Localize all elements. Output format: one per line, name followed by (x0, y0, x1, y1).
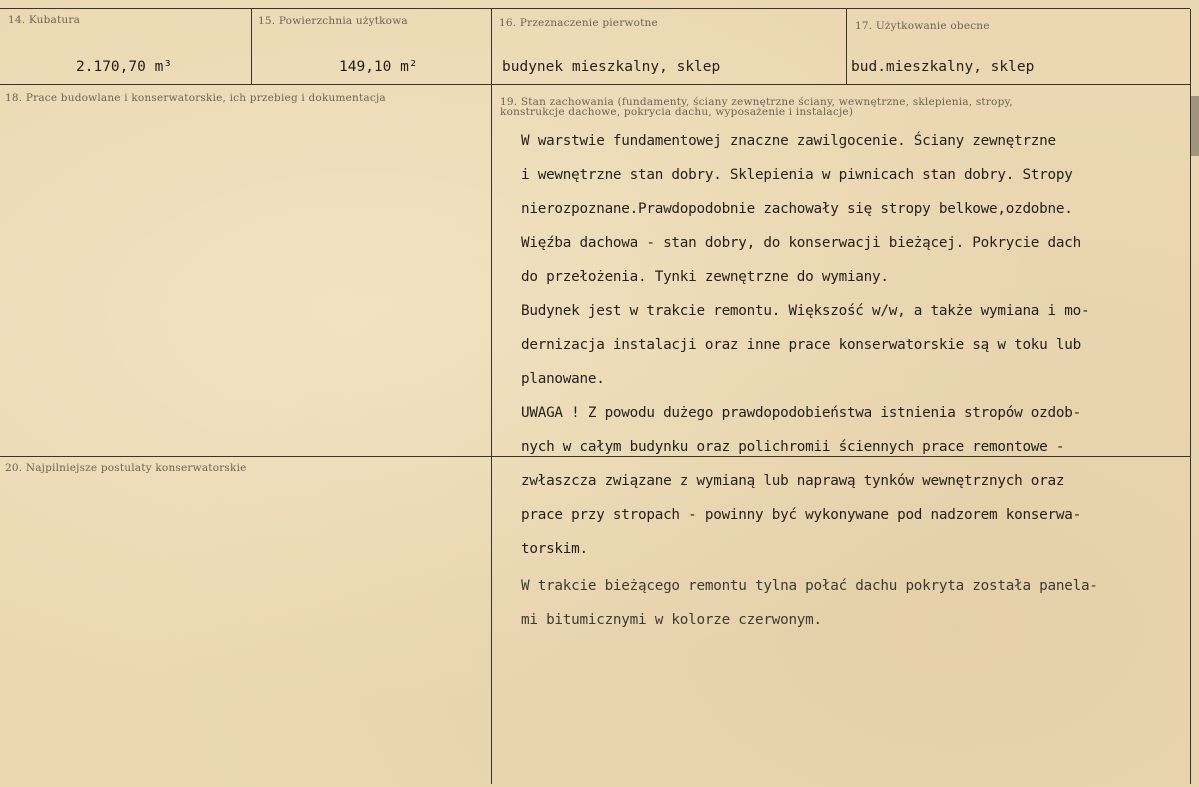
uzytkowanie-label: 17. Użytkowanie obecne (855, 20, 990, 32)
kubatura-value: 2.170,70 m³ (76, 59, 173, 75)
condition-text-line: do przełożenia. Tynki zewnętrzne do wymiany. (521, 269, 889, 285)
condition-text-line: mi bitumicznymi w kolorze czerwonym. (521, 612, 822, 628)
uzytkowanie-value: bud.mieszkalny, sklep (851, 59, 1035, 75)
condition-text-line: planowane. (521, 371, 605, 387)
column-divider-3 (846, 9, 847, 84)
stan-zachowania-label-line1: 19. Stan zachowania (fundamenty, ściany zewnętrzne ściany, wewnętrzne, sklepienia, stropy, (500, 96, 1013, 108)
condition-text-line: UWAGA ! Z powodu dużego prawdopodobieństwa istnienia stropów ozdob- (521, 405, 1081, 421)
condition-text-line: W warstwie fundamentowej znaczne zawilgocenie. Ściany zewnętrzne (521, 133, 1056, 149)
condition-text-line: i wewnętrzne stan dobry. Sklepienia w piwnicach stan dobry. Stropy (521, 167, 1073, 183)
postulaty-label: 20. Najpilniejsze postulaty konserwatorskie (5, 462, 247, 474)
condition-text-line: zwłaszcza związane z wymianą lub naprawą tynków wewnętrznych oraz (521, 473, 1065, 489)
prace-budowlane-label: 18. Prace budowlane i konserwatorskie, ich przebieg i dokumentacja (5, 92, 386, 104)
top-border-rule (0, 8, 1190, 9)
card-edge-mark (1191, 96, 1199, 156)
column-divider-2 (491, 9, 492, 784)
stan-zachowania-label-line2: konstrukcje dachowe, pokrycia dachu, wyposażenie i instalacje) (500, 106, 854, 118)
condition-text-line: nych w całym budynku oraz polichromii ściennych prace remontowe - (521, 439, 1065, 455)
przeznaczenie-value: budynek mieszkalny, sklep (502, 59, 721, 75)
kubatura-label: 14. Kubatura (8, 14, 81, 26)
powierzchnia-value: 149,10 m² (339, 59, 418, 75)
condition-text-line: W trakcie bieżącego remontu tylna połać dachu pokryta została panela- (521, 578, 1098, 594)
column-divider-1 (251, 9, 252, 84)
condition-text-line: dernizacja instalacji oraz inne prace konserwatorskie są w toku lub (521, 337, 1081, 353)
row18-bottom-rule (0, 456, 1190, 457)
condition-text-line: prace przy stropach - powinny być wykonywane pod nadzorem konserwa- (521, 507, 1081, 523)
condition-text-line: torskim. (521, 541, 588, 557)
powierzchnia-label: 15. Powierzchnia użytkowa (258, 15, 408, 27)
condition-text-line: Budynek jest w trakcie remontu. Większość w/w, a także wymiana i mo- (521, 303, 1090, 319)
condition-text-line: Więźba dachowa - stan dobry, do konserwacji bieżącej. Pokrycie dach (521, 235, 1081, 251)
row1-bottom-rule (0, 84, 1190, 85)
przeznaczenie-label: 16. Przeznaczenie pierwotne (499, 17, 658, 29)
condition-text-line: nierozpoznane.Prawdopodobnie zachowały się stropy belkowe,ozdobne. (521, 201, 1073, 217)
